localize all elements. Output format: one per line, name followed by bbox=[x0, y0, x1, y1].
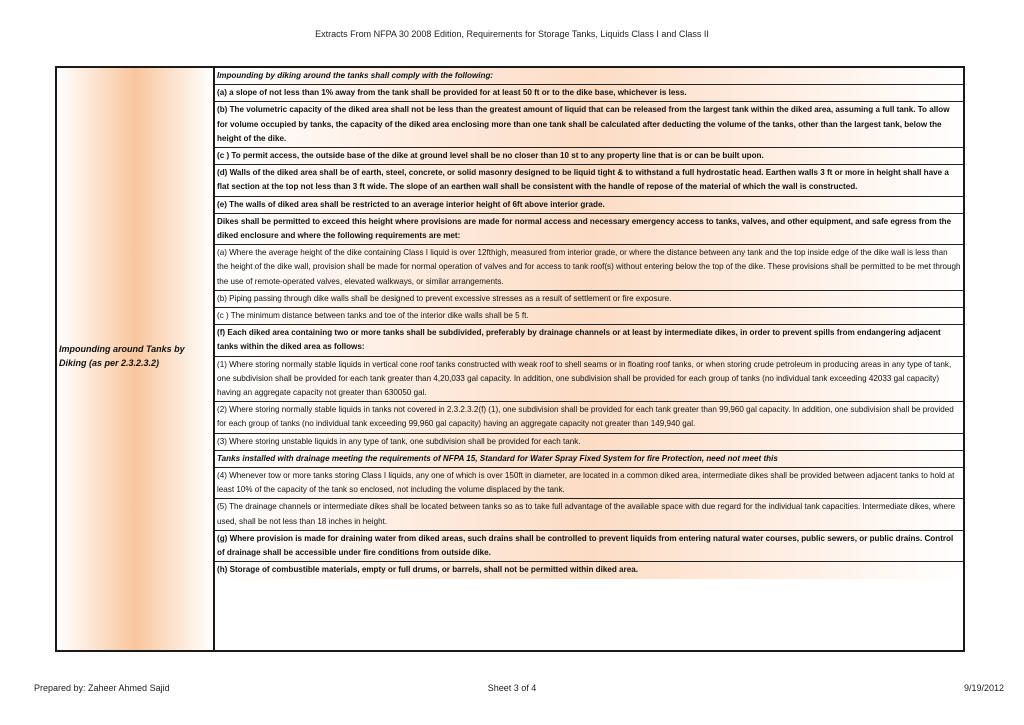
requirement-row: (d) Walls of the diked area shall be of earth, steel, concrete, or solid masonry designed to be liquid tight & to withstand a full hydrostatic head. Earthen walls 3 ft or more in height shall have a flat section at the top not less than 3 ft wide. The slope of an earthen wall shall be consistent with the handle of repose of the material of which the wall is constructed. bbox=[215, 165, 963, 196]
requirement-row: (b) Piping passing through dike walls shall be designed to prevent excessive stresses as a result of settlement or fire exposure. bbox=[215, 291, 963, 308]
requirement-row: (2) Where storing normally stable liquids in tanks not covered in 2.3.2.3.2(f) (1), one subdivision shall be provided for each tank greater than 99,960 gal capacity. In addition, one subdivision shall be provided for each group of tanks (no individual tank exceeding 99,960 gal capacity) having an aggregate capacity not greater than 149,940 gal. bbox=[215, 402, 963, 433]
footer-date: 9/19/2012 bbox=[963, 683, 1004, 693]
section-label-cell bbox=[57, 68, 215, 650]
requirement-row: (3) Where storing unstable liquids in any type of tank, one subdivision shall be provided for each tank. bbox=[215, 434, 963, 451]
section-label: Impounding around Tanks by Diking (as per 2.3.2.3.2) bbox=[59, 344, 185, 368]
requirement-row: (h) Storage of combustible materials, empty or full drums, or barrels, shall not be permitted within diked area. bbox=[215, 562, 963, 578]
requirement-row: (a) a slope of not less than 1% away from the tank shall be provided for at least 50 ft or to the dike base, whichever is less. bbox=[215, 85, 963, 102]
requirement-row: Impounding by diking around the tanks shall comply with the following: bbox=[215, 68, 963, 85]
requirement-row: (a) Where the average height of the dike containing Class I liquid is over 12fthigh, measured from interior grade, or where the distance between any tank and the top inside edge of the dike wall is less than the height of the dike wall, provision shall be made for normal operation of valves and for access to tank roof(s) without entering below the top of the dike. These provisions shall be permitted to be met through the use of remote-operated valves, elevated walkways, or similar arrangements. bbox=[215, 245, 963, 291]
requirement-row: (e) The walls of diked area shall be restricted to an average interior height of 6ft above interior grade. bbox=[215, 197, 963, 214]
requirement-row: (c ) To permit access, the outside base of the dike at ground level shall be no closer than 10 st to any property line that is or can be built upon. bbox=[215, 148, 963, 165]
requirement-row: (c ) The minimum distance between tanks and toe of the interior dike walls shall be 5 ft. bbox=[215, 308, 963, 325]
requirement-row: (g) Where provision is made for draining water from diked areas, such drains shall be controlled to prevent liquids from entering natural water courses, public sewers, or public drains. Control of drainage shall be accessible under fire conditions from outside dike. bbox=[215, 531, 963, 562]
requirement-row: (5) The drainage channels or intermediate dikes shall be located between tanks so as to take full advantage of the available space with due regard for the individual tank capacities. Intermediate dikes, where used, shall be not less than 18 inches in height. bbox=[215, 499, 963, 530]
page-title: Extracts From NFPA 30 2008 Edition, Requirements for Storage Tanks, Liquids Class I and Class II bbox=[315, 29, 709, 39]
requirement-row: Tanks installed with drainage meeting the requirements of NFPA 15, Standard for Water Spray Fixed System for fire Protection, need not meet this bbox=[215, 451, 963, 468]
requirements-cell bbox=[215, 68, 963, 650]
requirement-row: (f) Each diked area containing two or more tanks shall be subdivided, preferably by drainage channels or at least by intermediate dikes, in order to prevent spills from endangering adjacent tanks within the diked area as follows: bbox=[215, 325, 963, 356]
requirement-row: (1) Where storing normally stable liquids in vertical cone roof tanks constructed with weak roof to shell seams or in floating roof tanks, or when storing crude petroleum in producing areas in any type of tank, one subdivision shall be provided for each tank greater than 4,20,033 gal capacity. In addition, one subdivision shall be provided for each group of tanks (no individual tank exceeding 42033 gal capacity) having an aggregate capacity not greater than 630050 gal. bbox=[215, 357, 963, 403]
requirements-table bbox=[55, 66, 965, 652]
requirement-row: (b) The volumetric capacity of the diked area shall not be less than the greatest amount of liquid that can be released from the largest tank within the diked area, assuming a full tank. To allow for volume occupied by tanks, the capacity of the diked area enclosing more than one tank shall be calculated after deducting the volume of the tanks, other than the largest tank, below the height of the dike. bbox=[215, 102, 963, 148]
requirement-row: (4) Whenever tow or more tanks storing Class I liquids, any one of which is over 150ft in diameter, are located in a common diked area, intermediate dikes shall be provided between adjacent tanks to hold at least 10% of the capacity of the tank so enclosed, not including the volume displaced by the tank. bbox=[215, 468, 963, 499]
requirement-row: Dikes shall be permitted to exceed this height where provisions are made for normal access and necessary emergency access to tanks, valves, and other equipment, and safe egress from the diked enclosure and where the following requirements are met: bbox=[215, 214, 963, 245]
footer-prepared-by: Prepared by: Zaheer Ahmed Sajid bbox=[34, 683, 170, 693]
footer-sheet-number: Sheet 3 of 4 bbox=[487, 683, 537, 693]
